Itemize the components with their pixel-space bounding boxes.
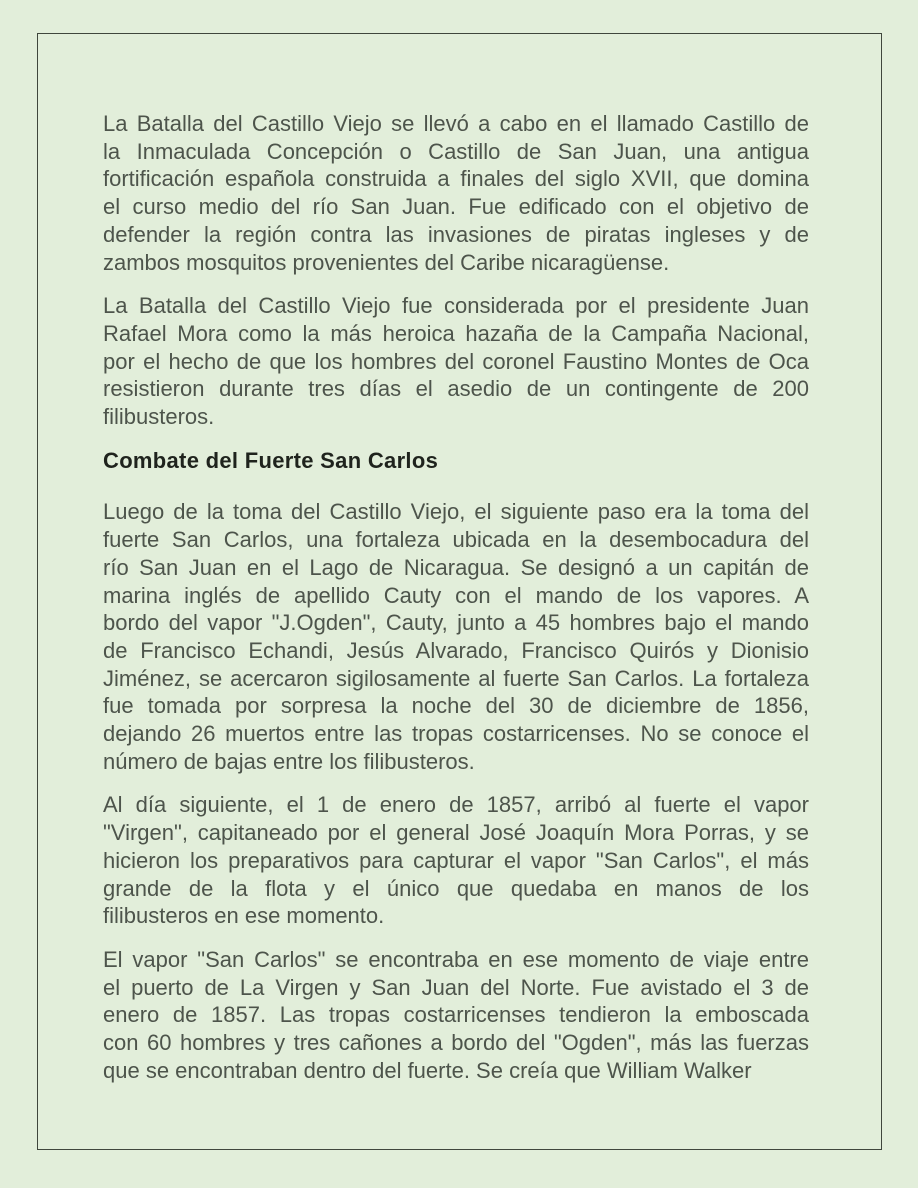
- text-line: Al día siguiente, el 1 de enero de 1857, arribó al fuerte el vapor: [103, 792, 809, 818]
- text-line: fortificación española construida a finales del siglo XVII, que domina: [103, 166, 809, 192]
- text-line: de Francisco Echandi, Jesús Alvarado, Francisco Quirós y Dionisio: [103, 637, 809, 663]
- paragraph: [103, 791, 809, 930]
- paragraph: [103, 110, 809, 276]
- text-line: filibusteros en ese momento.: [103, 903, 385, 929]
- text-line: la Inmaculada Concepción o Castillo de San Juan, una antigua: [103, 138, 809, 164]
- text-line: que se encontraban dentro del fuerte. Se creía que William Walker: [103, 1057, 752, 1083]
- section-heading: Combate del Fuerte San Carlos: [103, 447, 439, 473]
- text-line: bordo del vapor "J.Ogden", Cauty, junto a 45 hombres bajo el mando: [103, 610, 809, 636]
- text-line: defender la región contra las invasiones de piratas ingleses y de: [103, 221, 809, 247]
- text-line: dejando 26 muertos entre las tropas costarricenses. No se conoce el: [103, 721, 809, 747]
- text-line: grande de la flota y el único que quedaba en manos de los: [103, 875, 809, 901]
- text-line: La Batalla del Castillo Viejo fue considerada por el presidente Juan: [103, 293, 809, 319]
- text-line: con 60 hombres y tres cañones a bordo del "Ogden", más las fuerzas: [103, 1030, 809, 1056]
- text-line: número de bajas entre los filibusteros.: [103, 748, 475, 774]
- text-line: río San Juan en el Lago de Nicaragua. Se designó a un capitán de: [103, 554, 809, 580]
- text-line: zambos mosquitos provenientes del Caribe nicaragüense.: [103, 249, 670, 275]
- text-line: por el hecho de que los hombres del coronel Faustino Montes de Oca: [103, 348, 809, 374]
- paragraph: [103, 498, 809, 775]
- text-line: marina inglés de apellido Cauty con el mando de los vapores. A: [103, 582, 809, 608]
- paragraph: [103, 292, 809, 431]
- text-line: Rafael Mora como la más heroica hazaña de la Campaña Nacional,: [103, 320, 809, 346]
- text-line: hicieron los preparativos para capturar el vapor "San Carlos", el más: [103, 847, 809, 873]
- article-text: [103, 110, 809, 1101]
- text-line: filibusteros.: [103, 404, 215, 430]
- text-line: Luego de la toma del Castillo Viejo, el siguiente paso era la toma del: [103, 499, 809, 525]
- text-line: fuerte San Carlos, una fortaleza ubicada en la desembocadura del: [103, 527, 809, 553]
- text-line: el curso medio del río San Juan. Fue edificado con el objetivo de: [103, 194, 809, 220]
- text-line: enero de 1857. Las tropas costarricenses tendieron la emboscada: [103, 1002, 809, 1028]
- text-line: el puerto de La Virgen y San Juan del Norte. Fue avistado el 3 de: [103, 974, 809, 1000]
- text-line: El vapor "San Carlos" se encontraba en ese momento de viaje entre: [103, 946, 809, 972]
- text-line: Jiménez, se acercaron sigilosamente al fuerte San Carlos. La fortaleza: [103, 665, 809, 691]
- text-line: resistieron durante tres días el asedio de un contingente de 200: [103, 376, 809, 402]
- text-line: fue tomada por sorpresa la noche del 30 de diciembre de 1856,: [103, 693, 809, 719]
- paragraph: [103, 946, 809, 1085]
- text-line: "Virgen", capitaneado por el general José Joaquín Mora Porras, y se: [103, 820, 809, 846]
- text-line: La Batalla del Castillo Viejo se llevó a cabo en el llamado Castillo de: [103, 111, 809, 136]
